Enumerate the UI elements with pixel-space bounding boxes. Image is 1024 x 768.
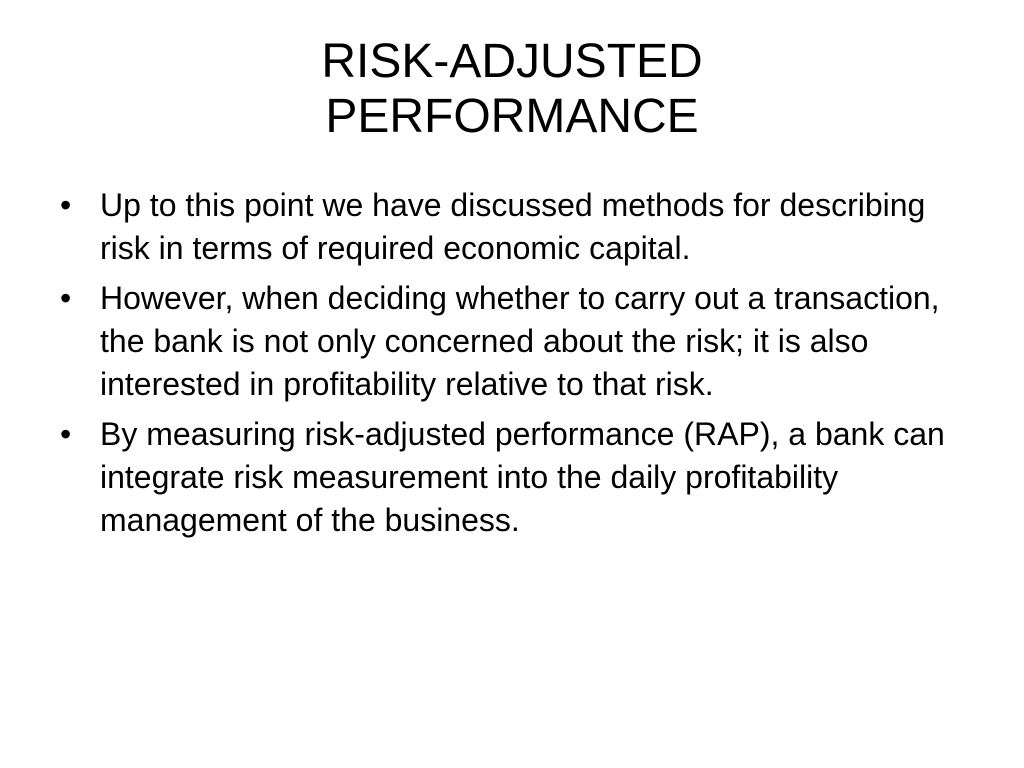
bullet-item bbox=[60, 277, 980, 406]
bullet-list bbox=[60, 184, 980, 549]
title-line-2: PERFORMANCE bbox=[325, 90, 699, 143]
bullet-item bbox=[60, 184, 980, 270]
bullet-item bbox=[60, 413, 980, 542]
bullet-icon: • bbox=[60, 416, 72, 452]
bullet-icon: • bbox=[60, 280, 72, 316]
bullet-text: By measuring risk-adjusted performance (RAP), a bank can integrate risk measurement into the daily profitability management of the business. bbox=[100, 416, 945, 538]
title-line-1: RISK-ADJUSTED bbox=[321, 35, 703, 88]
slide-title bbox=[0, 34, 1024, 144]
bullet-text: Up to this point we have discussed methods for describing risk in terms of required economic capital. bbox=[100, 187, 926, 266]
bullet-icon: • bbox=[60, 187, 72, 223]
bullet-text: However, when deciding whether to carry out a transaction, the bank is not only concerned about the risk; it is also interested in profitability relative to that risk. bbox=[100, 280, 940, 402]
